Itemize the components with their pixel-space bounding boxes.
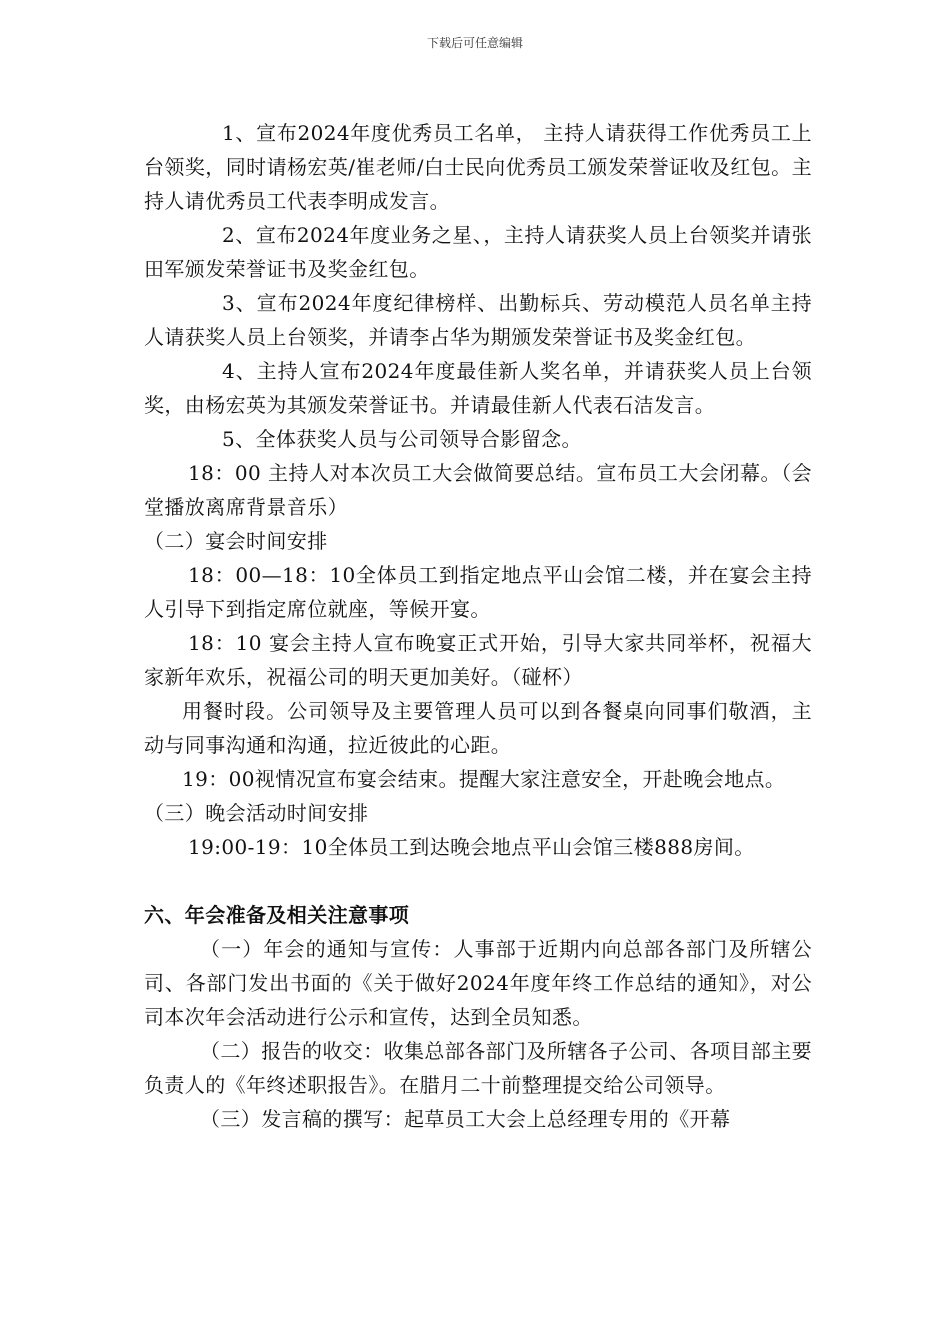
banquet-subheading: （二）宴会时间安排: [144, 529, 328, 553]
page-header-note: 下载后可任意编辑: [426, 36, 523, 50]
banquet-dining: 用餐时段。公司领导及主要管理人员可以到各餐桌向同事们敬酒，主动与同事沟通和沟通，拉近彼此的心距。: [144, 699, 812, 757]
award-item-1: 1、宣布2024年度优秀员工名单， 主持人请获得工作优秀员工上台领奖，同时请杨宏英/崔老师/白士民向优秀员工颁发荣誉证收及红包。主持人请优秀员工代表李明成发言。: [144, 121, 812, 213]
closing-schedule: 18：00 主持人对本次员工大会做简要总结。宣布员工大会闭幕。（会堂播放离席背景音乐）: [144, 461, 812, 519]
award-item-5: 5、全体获奖人员与公司领导合影留念。: [222, 427, 582, 451]
banquet-opening: 18：10 宴会主持人宣布晚宴正式开始，引导大家共同举杯，祝福大家新年欢乐，祝福公司的明天更加美好。（碰杯）: [144, 631, 812, 689]
section-six-title: 六、年会准备及相关注意事项: [144, 903, 410, 927]
party-subheading: （三）晚会活动时间安排: [144, 801, 369, 825]
award-item-2: 2、宣布2024年度业务之星、，主持人请获奖人员上台领奖并请张田军颁发荣誉证书及奖金红包。: [144, 223, 812, 281]
notice-item-3: （三）发言稿的撰写：起草员工大会上总经理专用的《开幕: [200, 1107, 731, 1131]
spacer: [144, 864, 812, 898]
party-arrival: 19:00-19：10全体员工到达晚会地点平山会馆三楼888房间。: [188, 835, 755, 859]
banquet-arrival: 18：00—18：10全体员工到指定地点平山会馆二楼，并在宴会主持人引导下到指定席位就座，等候开宴。: [144, 563, 812, 621]
award-item-3: 3、宣布2024年度纪律榜样、出勤标兵、劳动模范人员名单主持人请获奖人员上台领奖，并请李占华为期颁发荣誉证书及奖金红包。: [144, 291, 812, 349]
banquet-end: 19：00视情况宣布宴会结束。提醒大家注意安全，开赴晚会地点。: [182, 767, 786, 791]
document-body: [144, 116, 812, 1136]
notice-item-2: （二）报告的收交：收集总部各部门及所辖各子公司、各项目部主要负责人的《年终述职报告》。在腊月二十前整理提交给公司领导。: [144, 1039, 812, 1097]
notice-item-1: （一）年会的通知与宣传：人事部于近期内向总部各部门及所辖公司、各部门发出书面的《关于做好2024年度年终工作总结的通知》，对公司本次年会活动进行公示和宣传，达到全员知悉。: [144, 937, 812, 1029]
award-item-4: 4、主持人宣布2024年度最佳新人奖名单，并请获奖人员上台领奖，由杨宏英为其颁发荣誉证书。并请最佳新人代表石洁发言。: [144, 359, 812, 417]
